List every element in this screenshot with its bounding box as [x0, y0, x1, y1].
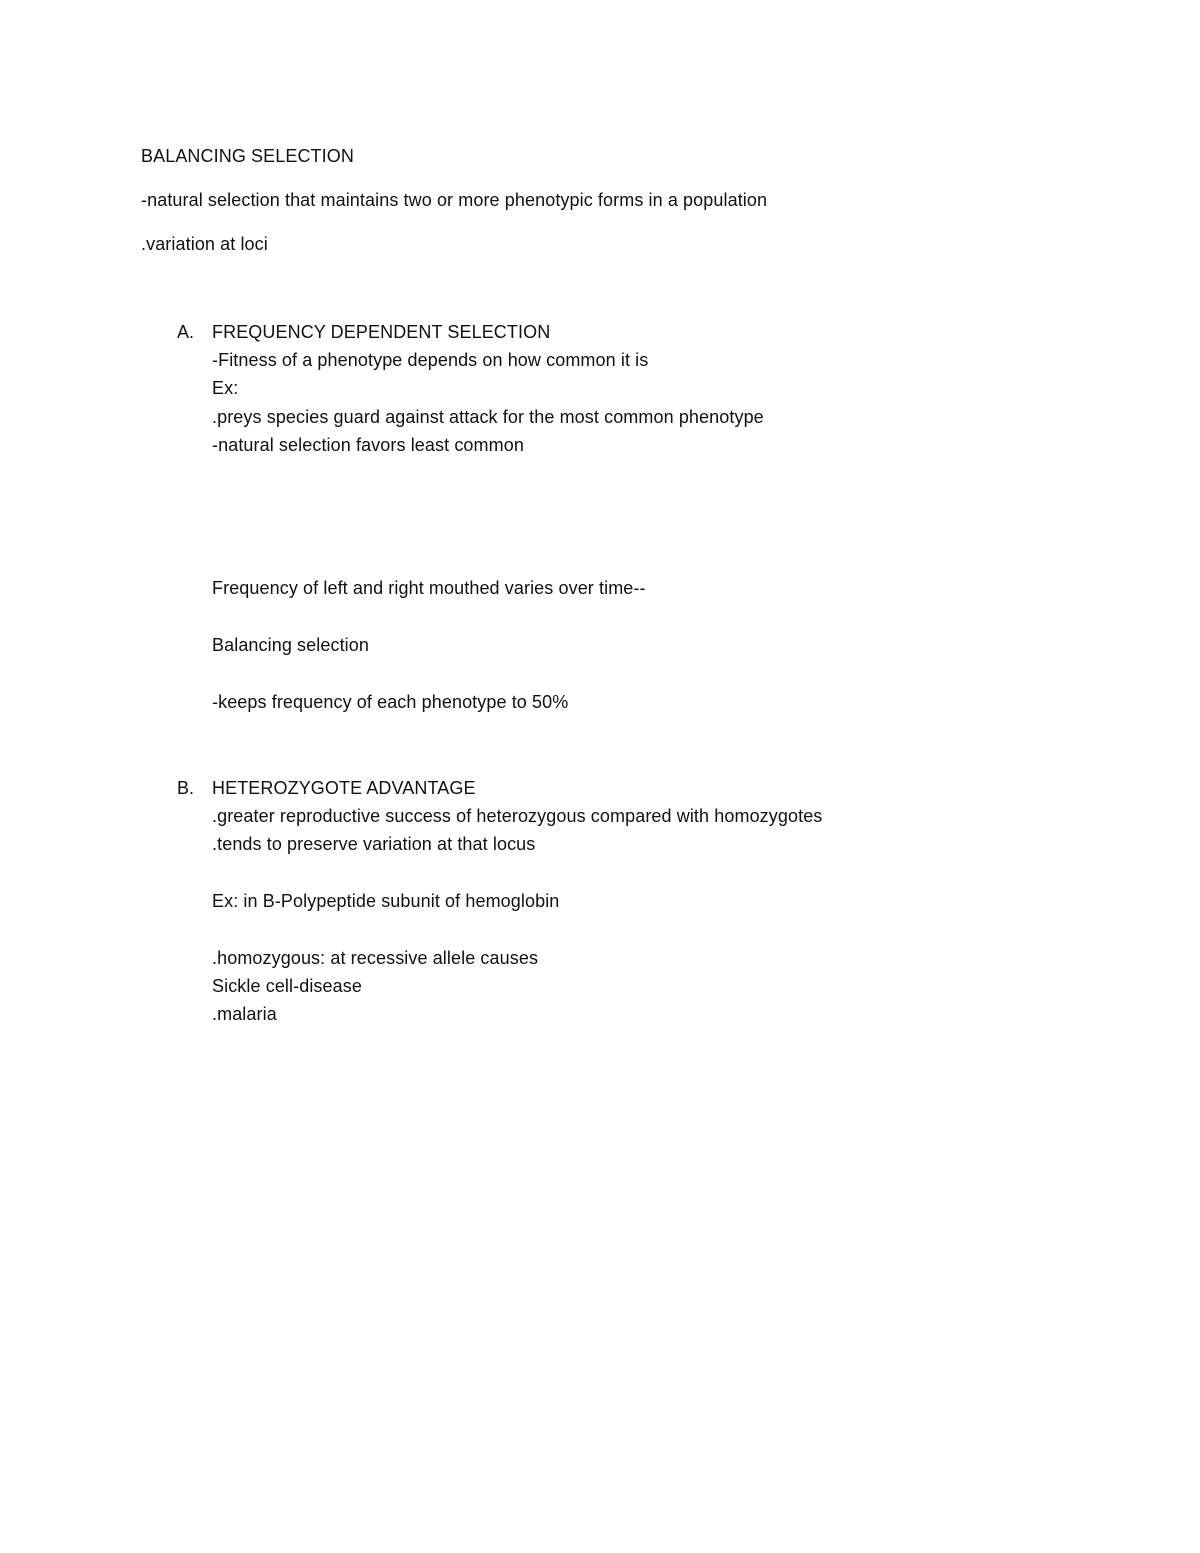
section-a-note: Frequency of left and right mouthed varies over time-- — [212, 578, 646, 598]
section-a-line: Ex: — [212, 378, 239, 398]
section-b-detail: .malaria — [212, 1004, 277, 1024]
section-a-heading: FREQUENCY DEPENDENT SELECTION — [212, 322, 551, 342]
section-b-heading: HETEROZYGOTE ADVANTAGE — [212, 778, 476, 798]
section-a-line: -Fitness of a phenotype depends on how common it is — [212, 350, 649, 370]
section-b-line: .tends to preserve variation at that locus — [212, 834, 536, 854]
intro-line-1: -natural selection that maintains two or more phenotypic forms in a population — [141, 190, 768, 210]
section-b-example: Ex: in B-Polypeptide subunit of hemoglobin — [212, 891, 560, 911]
section-a-note: Balancing selection — [212, 635, 370, 655]
section-b-detail: Sickle cell-disease — [212, 976, 362, 996]
section-a-line: -natural selection favors least common — [212, 435, 524, 455]
section-a-line: .preys species guard against attack for the most common phenotype — [212, 407, 764, 427]
section-a-marker: A. — [177, 322, 195, 342]
section-b-detail: .homozygous: at recessive allele causes — [212, 948, 539, 968]
section-b-marker: B. — [177, 778, 195, 798]
section-b-line: .greater reproductive success of heterozygous compared with homozygotes — [212, 806, 823, 826]
document-title: BALANCING SELECTION — [141, 146, 354, 166]
intro-line-2: .variation at loci — [141, 234, 268, 254]
section-a-note: -keeps frequency of each phenotype to 50% — [212, 692, 569, 712]
